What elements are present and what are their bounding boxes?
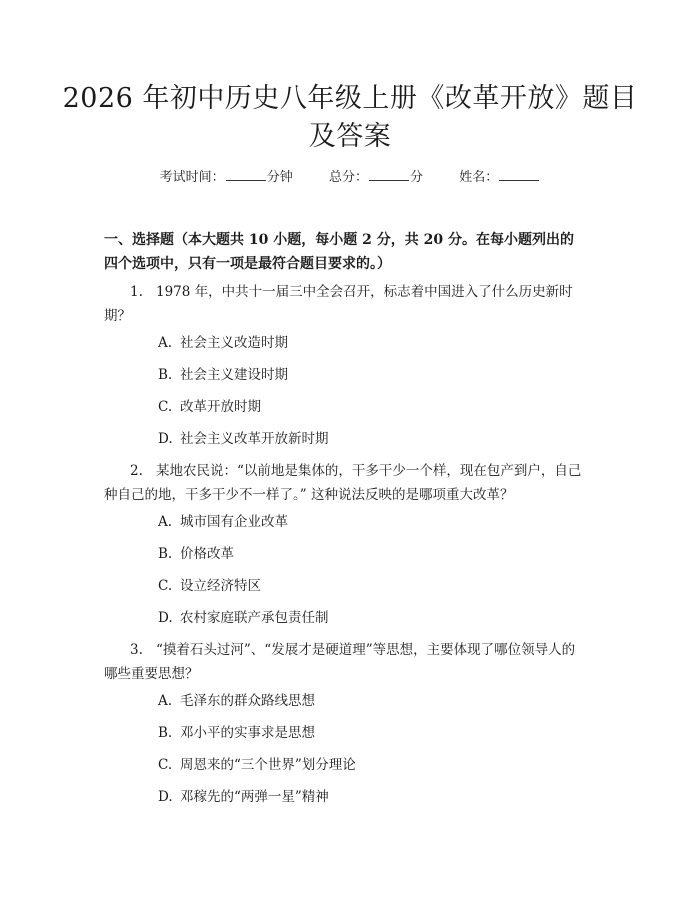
option-1b [158,365,288,385]
name-blank [499,168,539,181]
time-blank [226,168,266,181]
option-letter: C. [158,578,173,594]
question-text: “摸着石头过河”、“发展才是硬道理”等思想，主要体现了哪位领导人的哪些重要思想？ [104,642,576,682]
option-text: 毛泽东的群众路线思想 [180,693,315,709]
option-letter: B. [158,367,173,383]
question-number: 2. [130,463,143,479]
score-unit: 分 [410,170,424,185]
option-text: 城市国有企业改革 [180,514,288,530]
question-number: 1. [130,284,143,300]
option-letter: A. [158,335,173,351]
option-2c [158,576,261,596]
section-heading: 一、选择题（本大题共 10 小题，每小题 2 分，共 20 分。在每小题列出的四个选项中，只有一项是最符合题目要求的。） [104,232,574,272]
question-3 [104,638,584,686]
option-text: 价格改革 [180,546,234,562]
option-text: 农村家庭联产承包责任制 [180,610,329,626]
name-label: 姓名： [459,170,499,185]
score-blank [369,168,409,181]
option-2b [158,544,234,564]
option-1a [158,333,288,353]
option-text: 社会主义改造时期 [180,335,288,351]
question-number: 3. [130,642,143,658]
option-letter: D. [158,789,173,805]
option-3d [158,787,329,807]
score-label: 总分： [328,170,368,185]
question-2 [104,459,584,507]
option-letter: A. [158,514,173,530]
option-3b [158,723,315,743]
option-text: 社会主义改革开放新时期 [180,431,329,447]
option-3a [158,691,315,711]
time-unit: 分钟 [266,170,293,185]
time-label: 考试时间： [159,170,225,185]
question-text: 某地农民说：“以前地是集体的，干多干少一个样，现在包产到户，自己种自己的地，干多干少不一样了。” 这种说法反映的是哪项重大改革？ [104,463,582,503]
option-3c [158,755,356,775]
option-text: 改革开放时期 [180,399,261,415]
option-letter: D. [158,610,173,626]
option-text: 邓小平的实事求是思想 [180,725,315,741]
option-letter: B. [158,725,173,741]
option-1d [158,429,329,449]
question-text: 1978 年，中共十一届三中全会召开，标志着中国进入了什么历史新时期？ [104,284,573,324]
question-1 [104,280,584,328]
exam-meta [0,168,700,188]
option-letter: A. [158,693,173,709]
option-letter: D. [158,431,173,447]
page-title: 2026 年初中历史八年级上册《改革开放》题目及答案 [62,83,638,152]
option-1c [158,397,261,417]
option-letter: C. [158,757,173,773]
option-text: 设立经济特区 [180,578,261,594]
option-2a [158,512,288,532]
option-text: 邓稼先的“两弹一星”精神 [180,789,329,805]
option-2d [158,608,329,628]
option-text: 周恩来的“三个世界”划分理论 [180,757,356,773]
option-letter: B. [158,546,173,562]
option-text: 社会主义建设时期 [180,367,288,383]
option-letter: C. [158,399,173,415]
